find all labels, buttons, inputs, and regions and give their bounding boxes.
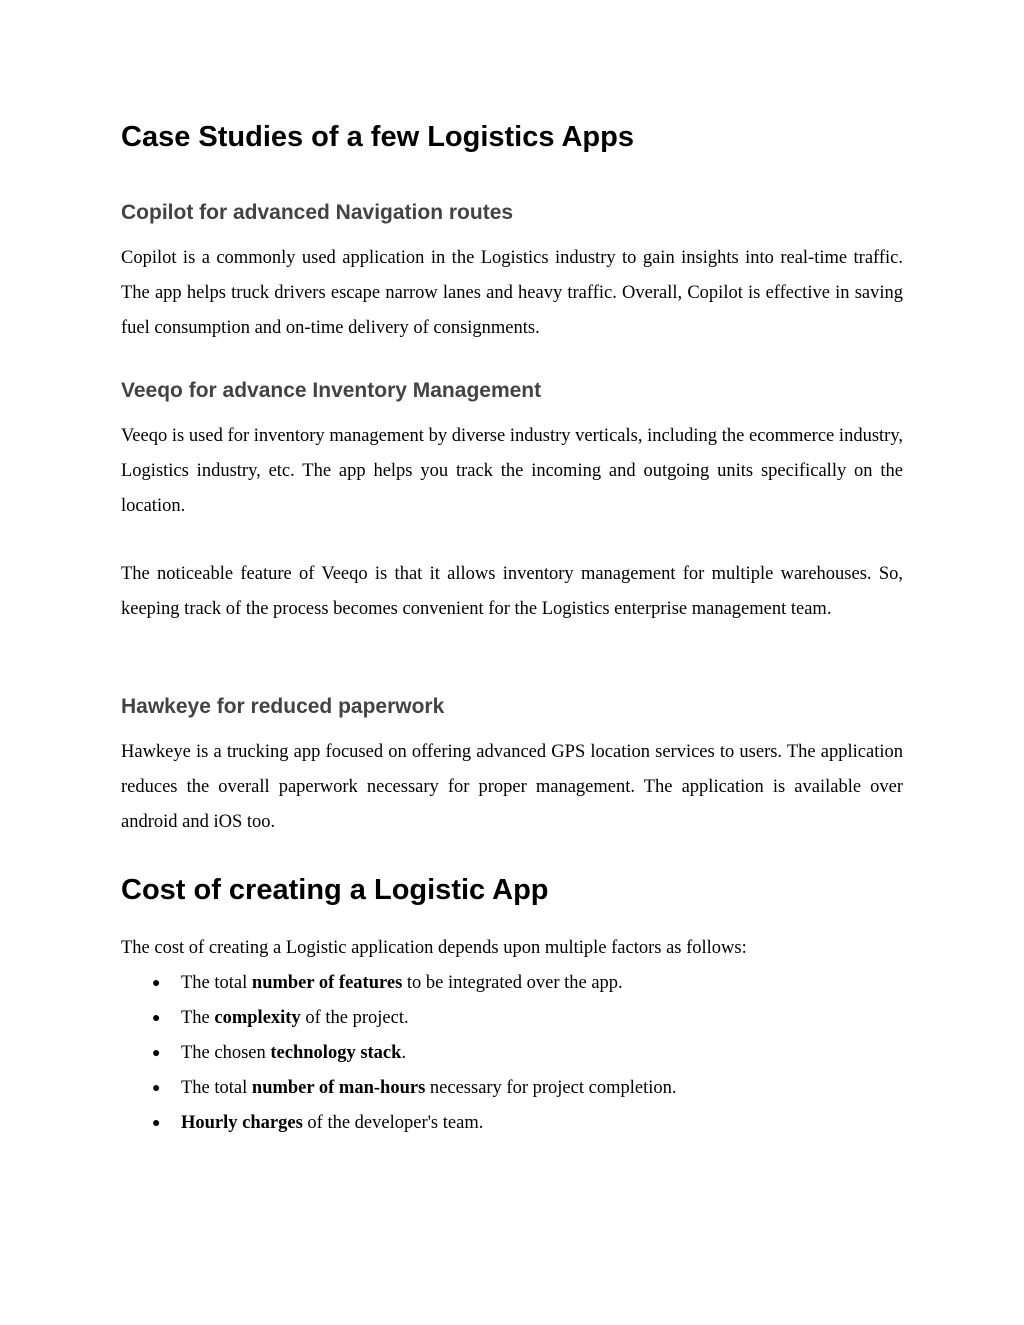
bullet-icon: ●: [152, 1011, 161, 1026]
list-item-text: The: [181, 1008, 215, 1028]
bullet-icon: ●: [152, 1046, 161, 1061]
section-title-case-studies: Case Studies of a few Logistics Apps: [121, 121, 634, 153]
heading-copilot: Copilot for advanced Navigation routes: [121, 201, 514, 224]
list-item-text: necessary for project completion.: [425, 1078, 677, 1098]
list-item-bold: Hourly charges: [181, 1113, 303, 1133]
paragraph-copilot: Copilot is a commonly used application in the Logistics industry to gain insights into real-time traffic. The app helps truck drivers escape narrow lanes and heavy traffic. Overall, Copilot is effective in saving fuel consumption and on-time delivery of consignments.: [121, 248, 903, 338]
paragraph-veeqo-1: Veeqo is used for inventory management by diverse industry verticals, including the ecommerce industry, Logistics industry, etc. The app helps you track the incoming and outgoing units specifically on the location.: [121, 426, 903, 516]
list-item-bold: technology stack: [270, 1043, 402, 1063]
paragraph-hawkeye: Hawkeye is a trucking app focused on offering advanced GPS location services to users. The application reduces the overall paperwork necessary for proper management. The application is available over android and iOS too.: [121, 742, 903, 832]
paragraph-veeqo-2: The noticeable feature of Veeqo is that it allows inventory management for multiple warehouses. So, keeping track of the process becomes convenient for the Logistics enterprise management team.: [121, 564, 903, 619]
cost-factors-list: [121, 966, 903, 1141]
list-item: [121, 1106, 903, 1141]
paragraph-cost-intro: The cost of creating a Logistic application depends upon multiple factors as follows:: [121, 938, 747, 958]
list-item-text: The total: [181, 1078, 252, 1098]
list-item: [121, 966, 903, 1001]
list-item-text: .: [401, 1043, 407, 1063]
list-item: [121, 1036, 903, 1071]
list-item-bold: complexity: [214, 1008, 301, 1028]
list-item: [121, 1071, 903, 1106]
list-item-text: to be integrated over the app.: [402, 973, 623, 993]
bullet-icon: ●: [152, 1116, 161, 1131]
heading-hawkeye: Hawkeye for reduced paperwork: [121, 695, 445, 718]
list-item-text: The chosen: [181, 1043, 271, 1063]
list-item-text: The total: [181, 973, 252, 993]
section-title-cost: Cost of creating a Logistic App: [121, 874, 549, 906]
list-item-text: of the developer's team.: [302, 1113, 484, 1133]
bullet-icon: ●: [152, 976, 161, 991]
heading-veeqo: Veeqo for advance Inventory Management: [121, 379, 542, 402]
list-item-text: of the project.: [300, 1008, 409, 1028]
list-item: [121, 1001, 903, 1036]
bullet-icon: ●: [152, 1081, 161, 1096]
list-item-bold: number of features: [251, 973, 403, 993]
list-item-bold: number of man-hours: [251, 1078, 426, 1098]
